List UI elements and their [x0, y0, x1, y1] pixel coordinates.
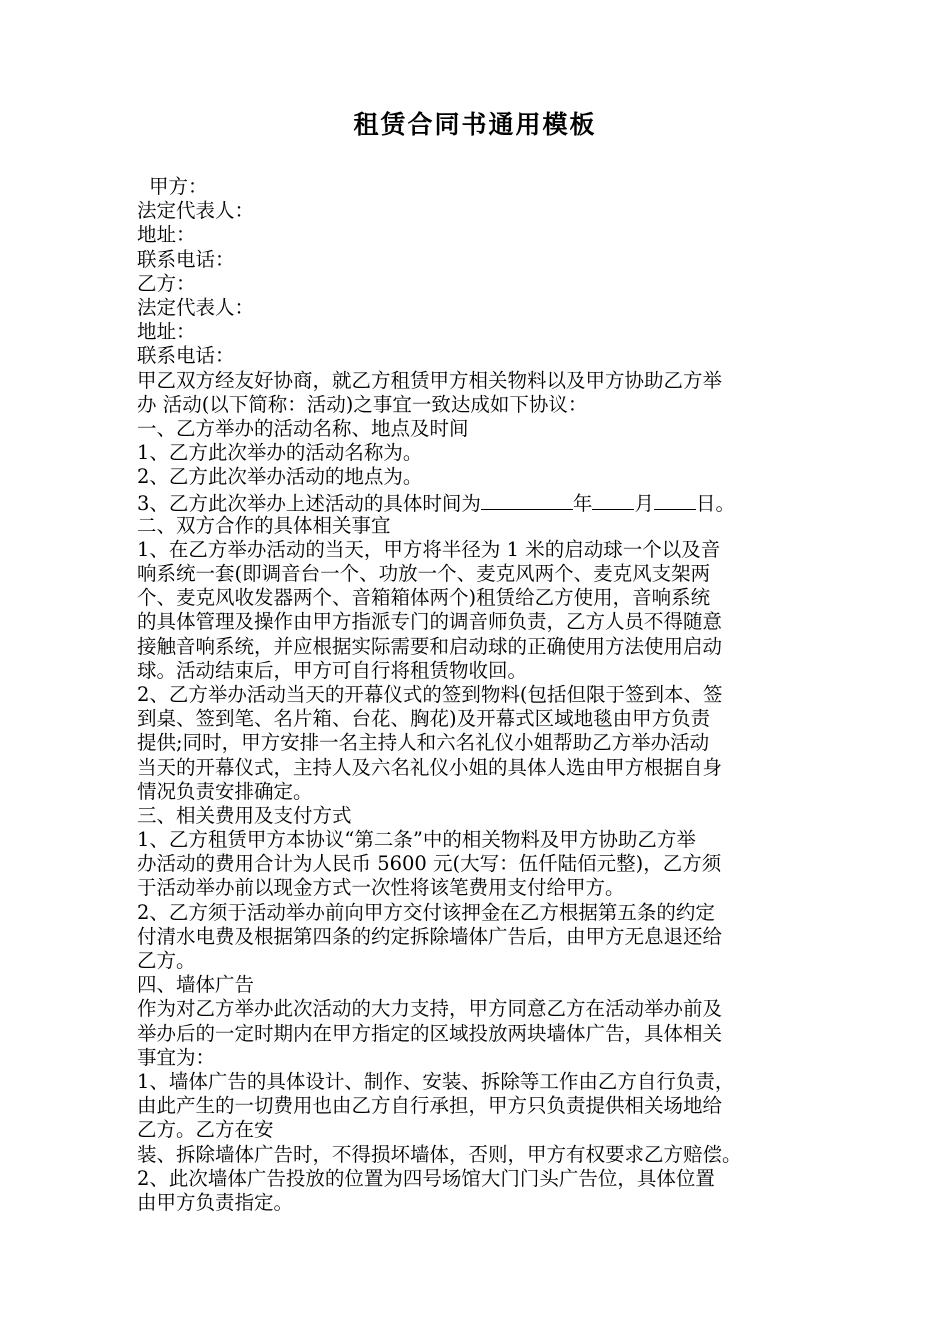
section-3-item-2-line: 2、乙方须于活动举办前向甲方交付该押金在乙方根据第五条的约定: [137, 900, 715, 924]
section-2-item-1-line: 个、麦克风收发器两个、音箱箱体两个)租赁给乙方使用，音响系统: [137, 586, 711, 610]
section-2-item-2-line: 情况负责安排确定。: [137, 779, 313, 803]
party-a-phone: 联系电话：: [137, 247, 235, 271]
section-4-intro-line: 事宜为：: [137, 1045, 216, 1069]
section-2-item-1-line: 球。活动结束后，甲方可自行将租赁物收回。: [137, 658, 528, 682]
party-b-label: 乙方：: [137, 271, 196, 295]
party-a-rep: 法定代表人：: [137, 199, 255, 223]
document-title: 租赁合同书通用模板: [353, 110, 597, 139]
document-body: [137, 175, 837, 1215]
year-blank: [481, 489, 573, 510]
section-4-item-1-line: 1、墙体广告的具体设计、制作、安装、拆除等工作由乙方自行负责，: [137, 1069, 735, 1093]
party-a-label: 甲方：: [149, 175, 208, 198]
section-2-item-2-line: 提供;同时，甲方安排一名主持人和六名礼仪小姐帮助乙方举办活动: [137, 731, 710, 755]
section-2-item-1-line: 1、在乙方举办活动的当天，甲方将半径为 1 米的启动球一个以及音: [137, 537, 721, 561]
intro-line: 甲乙双方经友好协商，就乙方租赁甲方相关物料以及甲方协助乙方举: [137, 368, 723, 392]
section-2-item-2-line: 2、乙方举办活动当天的开幕仪式的签到物料(包括但限于签到本、签: [137, 682, 723, 706]
party-a-address: 地址：: [137, 223, 196, 247]
party-b-address: 地址：: [137, 320, 196, 344]
month-blank: [592, 489, 634, 510]
party-b-phone: 联系电话：: [137, 344, 235, 368]
section-4-item-2-line: 2、此次墙体广告投放的位置为四号场馆大门门头广告位，具体位置: [137, 1166, 715, 1190]
section-1-heading: 一、乙方举办的活动名称、地点及时间: [137, 416, 469, 440]
section-3-item-1-line: 办活动的费用合计为人民币 5600 元(大写：伍仟陆佰元整)，乙方须: [137, 852, 722, 876]
section-2-item-2-line: 当天的开幕仪式，主持人及六名礼仪小姐的具体人选由甲方根据自身: [137, 755, 723, 779]
day-label: 日。: [695, 492, 735, 516]
section-2-item-1-line: 响系统一套(即调音台一个、功放一个、麦克风两个、麦克风支架两: [137, 562, 711, 585]
section-4-intro-line: 举办后的一定时期内在甲方指定的区域投放两块墙体广告，具体相关: [137, 1021, 723, 1045]
section-3-item-2-line: 乙方。: [137, 949, 196, 972]
section-4-item-2-line: 由甲方负责指定。: [137, 1190, 294, 1214]
section-1-item-2: 2、乙方此次举办活动的地点为。: [137, 465, 423, 489]
section-2-item-2-line: 到桌、签到笔、名片箱、台花、胸花)及开幕式区域地毯由甲方负责: [137, 707, 711, 731]
section-3-item-1-line: 于活动举办前以现金方式一次性将该笔费用支付给甲方。: [137, 876, 625, 900]
section-4-intro-line: 作为对乙方举办此次活动的大力支持，甲方同意乙方在活动举办前及: [137, 997, 723, 1021]
section-3-item-2-line: 付清水电费及根据第四条的约定拆除墙体广告后，由甲方无息退还给: [137, 924, 723, 948]
intro-line: 办 活动(以下简称：活动)之事宜一致达成如下协议：: [137, 392, 588, 416]
section-4-heading: 四、墙体广告: [137, 973, 255, 997]
section-2-item-1-line: 的具体管理及操作由甲方指派专门的调音师负责，乙方人员不得随意: [137, 610, 723, 634]
section-4-item-1-line: 由此产生的一切费用也由乙方自行承担，甲方只负责提供相关场地给: [137, 1094, 723, 1118]
item-3-text: 3、乙方此次举办上述活动的具体时间为: [137, 492, 481, 516]
section-3-heading: 三、相关费用及支付方式: [137, 803, 352, 827]
section-2-heading: 二、双方合作的具体相关事宜: [137, 513, 391, 537]
section-1-item-1: 1、乙方此次举办的活动名称为。: [137, 441, 423, 465]
year-label: 年: [572, 492, 593, 516]
section-4-item-1-line: 乙方。乙方在安: [137, 1118, 274, 1142]
section-4-item-1-line: 装、拆除墙体广告时，不得损坏墙体，否则，甲方有权要求乙方赔偿。: [137, 1142, 742, 1166]
month-label: 月: [634, 492, 654, 516]
party-b-rep: 法定代表人：: [137, 295, 255, 319]
section-3-item-1-line: 1、乙方租赁甲方本协议“第二条”中的相关物料及甲方协助乙方举: [137, 828, 696, 852]
day-blank: [654, 489, 696, 510]
section-2-item-1-line: 接触音响系统，并应根据实际需要和启动球的正确使用方法使用启动: [137, 634, 723, 658]
section-1-item-3: [137, 489, 837, 516]
